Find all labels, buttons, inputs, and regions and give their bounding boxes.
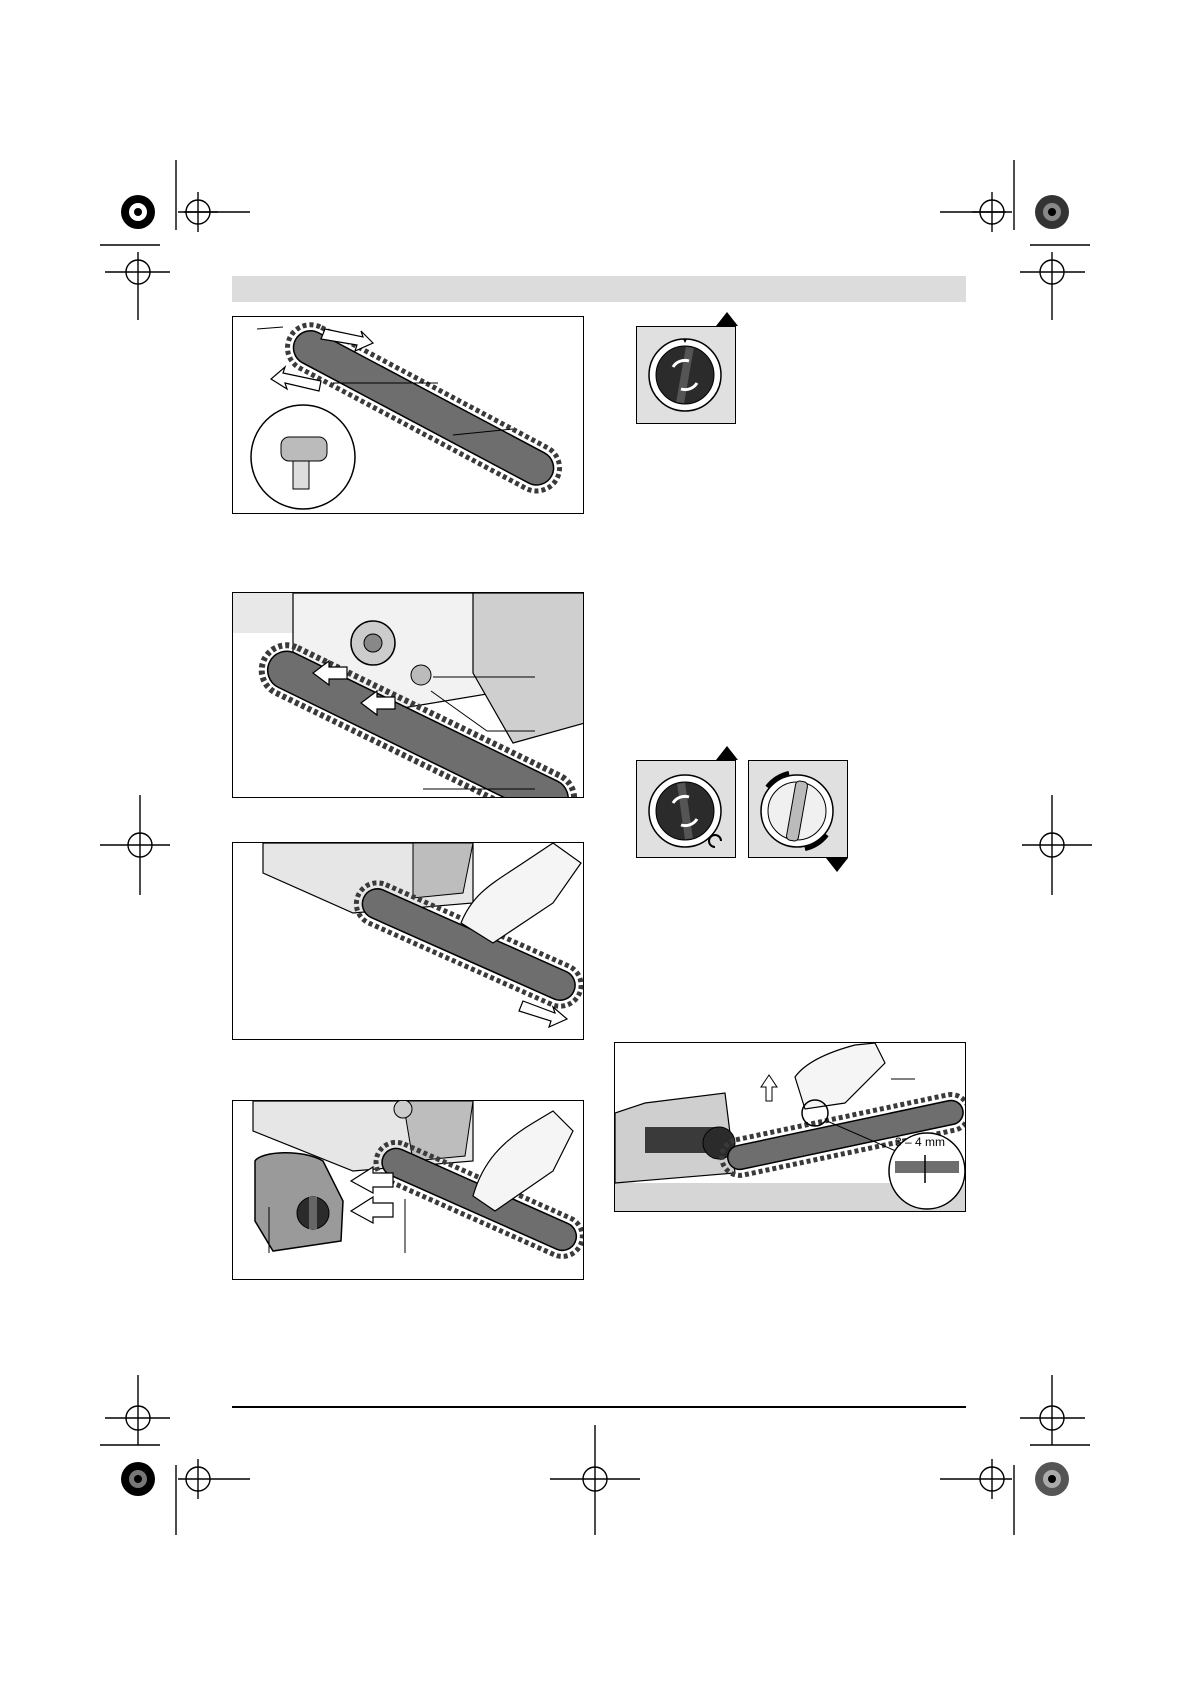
figure-bar-chain-mount-drawing — [233, 317, 584, 514]
figure-cover-fitting-drawing — [233, 1101, 584, 1280]
footer-rule — [232, 1406, 966, 1408]
triangle-tab-icon — [826, 858, 848, 872]
registration-mark-top-right — [930, 150, 1110, 330]
chain-tension-check-drawing — [615, 1043, 966, 1212]
figure-tensioner-assembly — [232, 592, 584, 798]
triangle-tab-icon — [716, 746, 738, 760]
registration-mark-bottom-left — [80, 1375, 260, 1545]
triangle-tab-icon — [716, 312, 738, 326]
registration-mark-mid-right — [1022, 795, 1092, 895]
knob-loosen-drawing — [637, 761, 736, 858]
figure-bar-insertion — [232, 842, 584, 1040]
figure-chain-tension-check — [614, 1042, 966, 1212]
header-bar — [232, 276, 966, 302]
registration-mark-top-left — [80, 150, 260, 330]
chain-sag-gap-label: 3 – 4 mm — [895, 1135, 946, 1149]
figure-knob-tighten — [748, 760, 848, 858]
knob-closed-drawing — [637, 327, 736, 424]
figure-bar-chain-mount — [232, 316, 584, 514]
figure-knob-closed — [636, 326, 736, 424]
registration-mark-mid-left — [100, 795, 170, 895]
registration-mark-bottom-center — [550, 1425, 640, 1535]
registration-mark-bottom-right — [930, 1375, 1110, 1545]
knob-tighten-drawing — [749, 761, 848, 858]
figure-bar-insertion-drawing — [233, 843, 584, 1040]
figure-cover-fitting — [232, 1100, 584, 1280]
figure-tensioner-assembly-drawing — [233, 593, 584, 798]
figure-knob-loosen — [636, 760, 736, 858]
